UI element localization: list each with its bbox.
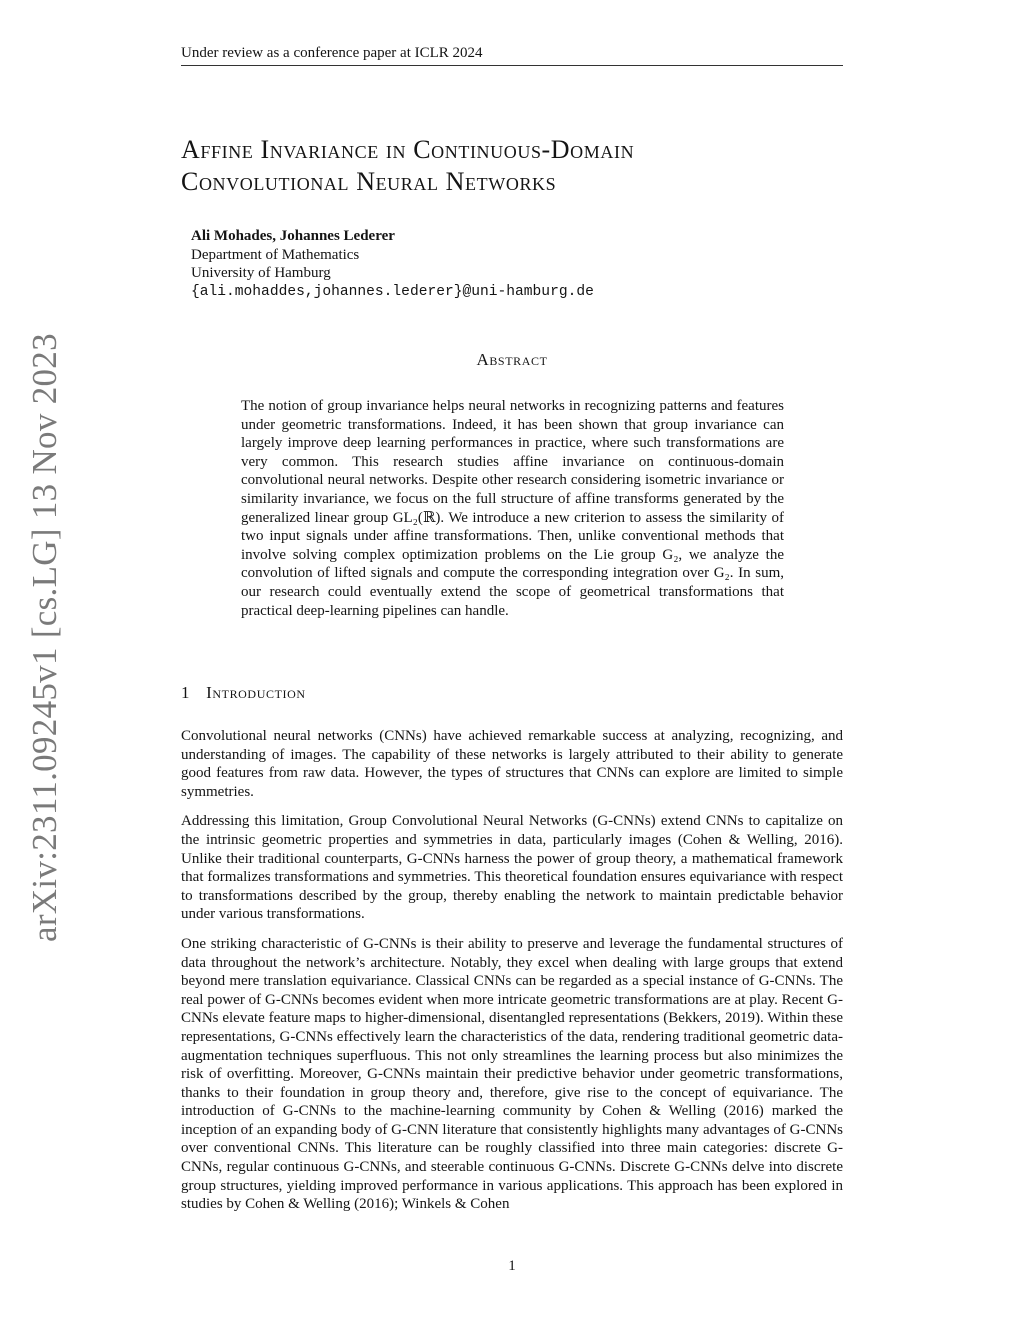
section-title: Introduction (206, 683, 306, 702)
intro-paragraph-2: Addressing this limitation, Group Convolutional Neural Networks (G-CNNs) extend CNNs to capitalize on the intrinsic geometric properties and symmetries in data, particularly images (Cohen & Welling, 2016). Unlike their traditional counterparts, G-CNNs harness the power of group theory, a mathematical framework that formalizes transformations and symmetries. This theoretical foundation ensures equivariance with respect to transformations described by the group, thereby enabling the network to maintain predictable behavior under various transformations. (181, 813, 843, 923)
author-department: Department of Mathematics (191, 246, 360, 263)
section-number: 1 (181, 683, 191, 702)
abstract-text: The notion of group invariance helps neural networks in recognizing patterns and features under geometric transformations. Indeed, it has been shown that group invariance can largely improve deep learning performances in practice, where such transformations are very common. This research studies affine invariance on continuous-domain convolutional neural networks. Despite other research considering isometric invariance or similarity invariance, we focus on the full structure of affine transforms generated by the generalized linear group GL₂(ℝ). We introduce a new criterion to assess the similarity of two input signals under affine transformations. Then, unlike conventional methods that involve solving complex optimization problems on the Lie group G₂, we analyze the convolution of lifted signals and compute the corresponding integration over G₂. In sum, our research could eventually extend the scope of geometrical transformations that practical deep-learning pipelines can handle. (241, 398, 784, 619)
introduction-body (181, 727, 843, 1225)
author-university: University of Hamburg (191, 265, 331, 281)
section-heading-introduction (181, 683, 306, 703)
intro-paragraph-3: One striking characteristic of G-CNNs is their ability to preserve and leverage the fundamental structures of data throughout the network’s architecture. Notably, they excel when dealing with large groups that extend beyond mere translation equivariance. Classical CNNs can be regarded as a special instance of G-CNNs. The real power of G-CNNs becomes evident when more intricate geometric transformations are at play. Recent G-CNNs elevate feature maps to higher-dimensional, disentangled representations (Bekkers, 2019). Within these representations, G-CNNs effectively learn the characteristics of the data, rendering traditional geometric data-augmentation techniques superfluous. This not only streamlines the learning process but also minimizes the risk of overfitting. Moreover, G-CNNs maintain their predictive behavior under geometric transformations, thanks to their foundation in group theory and, therefore, give rise to the concept of equivariance. The introduction of G-CNNs to the machine-learning community by Cohen & Welling (2016) marked the inception of an expanding body of G-CNN literature that consistently highlights many advantages of G-CNNs over conventional CNNs. This literature can be roughly classified into three main categories: discrete G-CNNs, regular continuous G-CNNs, and steerable continuous G-CNNs. Discrete G-CNNs delve into discrete group structures, yielding improved performance in various applications. This approach has been explored in studies by Cohen & Welling (2016); Winkels & Cohen (181, 935, 843, 1213)
arxiv-identifier: arXiv:2311.09245v1 [cs.LG] 13 Nov 2023 (25, 333, 64, 942)
author-block (191, 227, 594, 301)
running-header: Under review as a conference paper at ICLR 2024 (181, 44, 843, 66)
title-line-1: Affine Invariance in Continuous-Domain (181, 135, 635, 164)
abstract-heading: Abstract (476, 350, 548, 369)
author-email: {ali.mohaddes,johannes.lederer}@uni-hamburg.de (191, 283, 594, 300)
author-names: Ali Mohades, Johannes Lederer (191, 228, 395, 244)
paper-title (181, 134, 861, 198)
title-line-2: Convolutional Neural Networks (181, 167, 557, 196)
intro-paragraph-1: Convolutional neural networks (CNNs) have achieved remarkable success at analyzing, recognizing, and understanding of images. The capability of these networks is largely attributed to their ability to generate good features from raw data. However, the types of structures that CNNs can explore are limited to simple symmetries. (181, 728, 843, 800)
page-number: 1 (508, 1258, 516, 1274)
